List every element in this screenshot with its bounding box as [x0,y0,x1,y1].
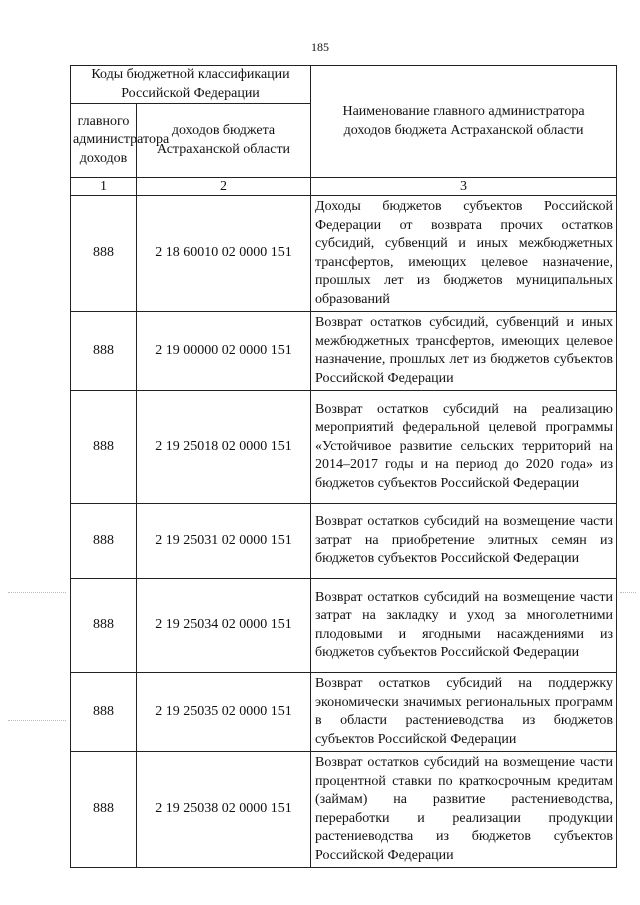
income-description: Возврат остатков субсидий на возмещение части процентной ставки по краткосрочным кредитам (займам) на развитие растениеводства, переработки и реализации продукции растениеводства из бюджетов субъектов Российской Федерации [311,752,617,868]
column-number: 1 [71,178,137,196]
header-admin-code: главного администратора доходов [71,104,137,178]
budget-code: 2 19 25038 02 0000 151 [137,752,311,868]
budget-code: 2 18 60010 02 0000 151 [137,196,311,312]
page-number: 185 [311,40,329,54]
table-row [71,312,617,391]
table-row [71,579,617,673]
income-description: Возврат остатков субсидий на возмещение части затрат на приобретение элитных семян из бюджетов субъектов Российской Федерации [311,504,617,579]
income-description: Возврат остатков субсидий на поддержку экономически значимых региональных программ в области растениеводства из бюджетов субъектов Российской Федерации [311,673,617,752]
header-admin-name: Наименование главного администратора доходов бюджета Астраханской области [311,66,617,178]
table-row [71,673,617,752]
column-number-row [71,178,617,196]
admin-code: 888 [71,752,137,868]
budget-code: 2 19 25034 02 0000 151 [137,579,311,673]
income-description: Доходы бюджетов субъектов Российской Федерации от возврата прочих остатков субсидий, субвенций и иных межбюджетных трансфертов, имеющих целевое назначение, прошлых лет из бюджетов муниципальных образований [311,196,617,312]
table-row [71,391,617,504]
header-group-title: Коды бюджетной классификации Российской Федерации [71,66,311,104]
budget-code: 2 19 25018 02 0000 151 [137,391,311,504]
admin-code: 888 [71,391,137,504]
column-number: 3 [311,178,617,196]
table-row [71,504,617,579]
budget-code: 2 19 00000 02 0000 151 [137,312,311,391]
income-description: Возврат остатков субсидий на возмещение части затрат на закладку и уход за многолетними плодовыми и ягодными насаждениями из бюджетов субъектов Российской Федерации [311,579,617,673]
income-description: Возврат остатков субсидий на реализацию мероприятий федеральной целевой программы «Устойчивое развитие сельских территорий на 2014–2017 годы и на период до 2020 года» из бюджетов субъектов Российской Федерации [311,391,617,504]
header-income-code: доходов бюджета Астраханской области [137,104,311,178]
admin-code: 888 [71,673,137,752]
scan-artifact-line [8,720,66,721]
income-description: Возврат остатков субсидий, субвенций и иных межбюджетных трансфертов, имеющих целевое назначение, прошлых лет из бюджетов субъектов Российской Федерации [311,312,617,391]
admin-code: 888 [71,196,137,312]
table-row [71,196,617,312]
admin-code: 888 [71,579,137,673]
scan-artifact-line [8,592,66,593]
table-row [71,752,617,868]
budget-code: 2 19 25035 02 0000 151 [137,673,311,752]
budget-code: 2 19 25031 02 0000 151 [137,504,311,579]
scan-artifact-line [620,592,636,593]
column-number: 2 [137,178,311,196]
admin-code: 888 [71,504,137,579]
budget-classification-table [70,65,617,868]
admin-code: 888 [71,312,137,391]
